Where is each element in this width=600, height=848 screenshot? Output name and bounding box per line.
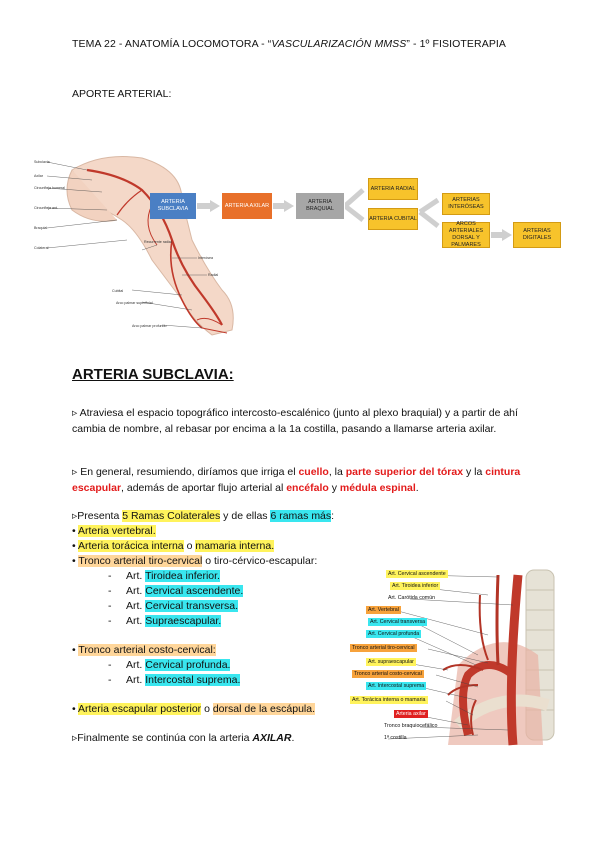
arm-label: Cubital <box>112 289 124 293</box>
list-item: • Arteria torácica interna o mamaria interna. <box>72 540 275 552</box>
sub-item: - Art. Supraescapular. <box>108 615 222 627</box>
box-arteria-cubital: ARTERIA CUBITAL <box>368 208 418 230</box>
neck-label-cervical-profunda: Art. Cervical profunda <box>368 631 420 637</box>
aporte-label: APORTE ARTERIAL: <box>72 88 172 100</box>
highlight-ramas-mas: 6 ramas más <box>270 510 332 522</box>
arm-label: Arco palmar profundo <box>132 324 167 328</box>
arm-label: Braquial <box>34 226 48 230</box>
neck-label-tronco-braquiocefalico: Tronco braquiocefálico <box>384 723 438 729</box>
flow-branch-arrows <box>345 184 369 228</box>
neck-label-primera-costilla: 1ª costilla <box>384 735 407 741</box>
flow-arrow <box>197 203 211 209</box>
header-suffix: ” - 1º FISIOTERAPIA <box>406 38 507 50</box>
sub-item: - Art. Cervical ascendente. <box>108 585 244 597</box>
arm-label: Radial <box>208 273 219 277</box>
branches-list <box>72 509 334 746</box>
sub-item: - Art. Cervical transversa. <box>108 600 239 612</box>
arm-label: Arco palmar superficial <box>116 301 153 305</box>
flow-arrow-head <box>284 200 294 212</box>
list-item: • Tronco arterial costo-cervical: <box>72 644 216 656</box>
box-arterias-interoseas: ARTERIAS INTERÓSEAS <box>442 193 490 215</box>
list-item: • Arteria vertebral. <box>72 525 156 537</box>
box-arteria-radial: ARTERIA RADIAL <box>368 178 418 200</box>
neck-label-vertebral: Art. Vertebral <box>368 607 399 613</box>
arm-label: Colateral <box>34 246 49 250</box>
arm-label: Recurrente radial <box>144 240 172 244</box>
arm-label: Axilar <box>34 174 43 178</box>
term-cuello: cuello <box>298 466 329 478</box>
box-arteria-subclavia: ARTERIA SUBCLAVIA <box>150 193 196 219</box>
highlight-colaterales: 5 Ramas Colaterales <box>122 510 221 522</box>
flow-branch-arrows-2 <box>418 186 444 234</box>
neck-arteries-illustration <box>348 565 576 750</box>
sub-item: - Art. Tiroidea inferior. <box>108 570 220 582</box>
section-title: ARTERIA SUBCLAVIA: <box>72 366 234 383</box>
header-italic: VASCULARIZACIÓN MMSS <box>271 38 407 50</box>
presenta-line: ▹Presenta 5 Ramas Colaterales y de ellas 6 ramas más: <box>72 510 335 522</box>
sub-item: - Art. Intercostal suprema. <box>108 674 241 686</box>
arm-label: Circunfleja ant. <box>34 206 58 210</box>
flow-arrow-head <box>210 200 220 212</box>
neck-label-toracica-interna: Art. Torácica interna o mamaria <box>352 697 426 703</box>
neck-label-cervical-transversa: Art. Cervical transversa <box>370 619 426 625</box>
flow-arrow-head <box>502 229 512 241</box>
box-arterias-digitales: ARTERIAS DIGITALES <box>513 222 561 248</box>
neck-label-supraescapular: Art. supraescapular <box>368 659 414 665</box>
list-item: • Arteria escapular posterior o dorsal de la escápula. <box>72 703 315 715</box>
neck-label-cervical-ascendente: Art. Cervical ascendente <box>388 571 446 577</box>
arm-figure <box>32 130 247 340</box>
arm-label: Interósea <box>198 256 213 260</box>
sub-item: - Art. Cervical profunda. <box>108 659 231 671</box>
final-line: ▹Finalmente se continúa con la arteria AXILAR. <box>72 732 295 744</box>
paragraph-irrigation: ▹ En general, resumiendo, diríamos que irriga el cuello, la parte superior del tórax y la cintura escapular, además de aportar flujo arterial al encéfalo y médula espinal. <box>72 466 521 494</box>
term-torax: parte superior del tórax <box>345 466 464 478</box>
neck-label-tiroidea-inferior: Art. Tiroidea inferior <box>392 583 439 589</box>
term-cintura: cintura escapular <box>72 466 521 494</box>
box-arcos-arteriales: ARCOS ARTERIALES DORSAL Y PALMARES <box>442 222 490 248</box>
header-prefix: TEMA 22 - ANATOMÍA LOCOMOTORA - “ <box>72 38 272 50</box>
neck-label-arteria-axilar: Arteria axilar <box>396 711 426 717</box>
neck-label-tronco-costo-cervical: Tronco arterial costo-cervical <box>354 671 422 677</box>
arm-arteries-illustration <box>32 130 247 340</box>
neck-label-carotida-comun: Art. Carótida común <box>388 595 436 601</box>
term-medula: médula espinal <box>339 481 416 494</box>
term-encefalo: encéfalo <box>286 481 329 494</box>
arm-label: Circunfleja humeral <box>34 186 65 190</box>
box-arteria-braquial: ARTERIA BRAQUIAL <box>296 193 344 219</box>
box-arteria-axilar: ARTERIA AXILAR <box>222 193 272 219</box>
neck-label-tronco-tiro-cervical: Tronco arterial tiro-cervical <box>352 645 415 651</box>
arm-label: Subclavia <box>34 160 50 164</box>
paragraph-description: ▹ Atraviesa el espacio topográfico intercosto-escalénico (junto al plexo braquial) y a partir de ahí cambia de nombre, al rebasar por encima a la 1a costilla, pasando a llamarse arteria axilar. <box>72 407 518 435</box>
list-item: • Tronco arterial tiro-cervical o tiro-cérvico-escapular: <box>72 555 318 567</box>
document-header <box>72 38 506 50</box>
neck-label-intercostal-suprema: Art. Intercostal suprema <box>368 683 425 689</box>
